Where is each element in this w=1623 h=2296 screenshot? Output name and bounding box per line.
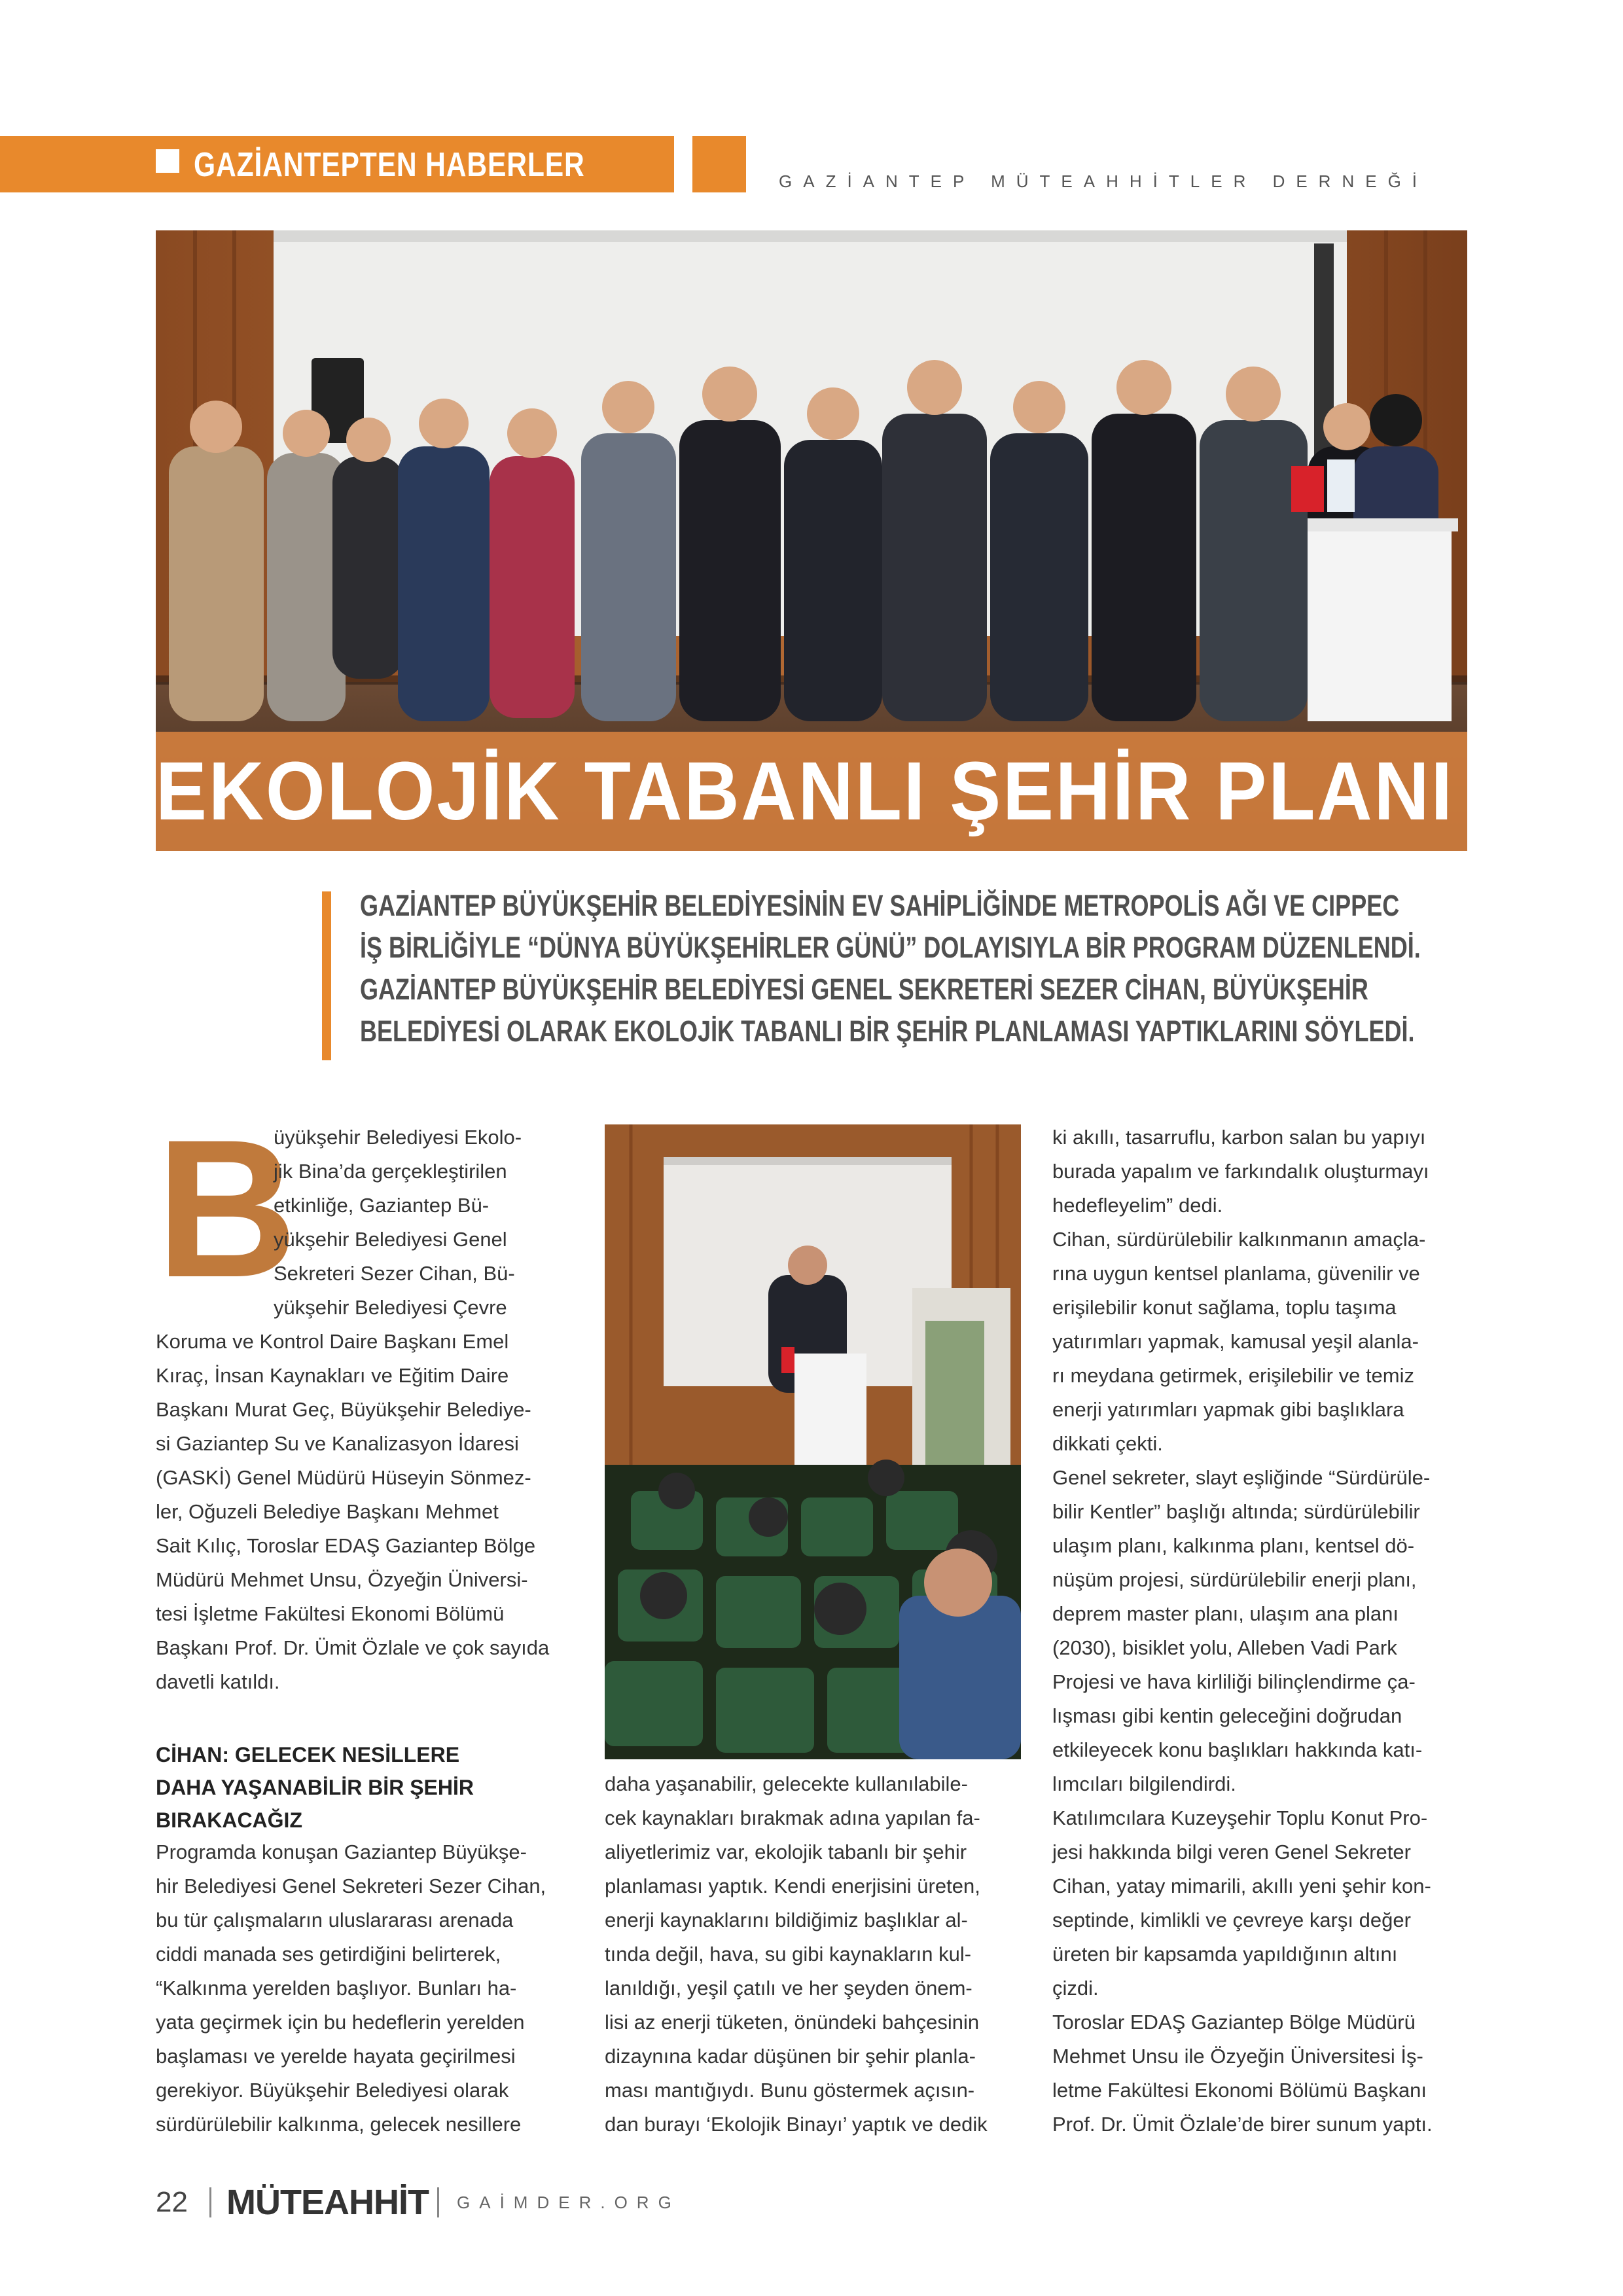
text-line: etkinliğe, Gaziantep Bü- xyxy=(274,1194,490,1217)
text-line: Prof. Dr. Ümit Özlale’de birer sunum yaptı. xyxy=(1052,2113,1433,2136)
lead-accent-bar xyxy=(322,891,331,1060)
text-line: Sait Kılıç, Toroslar EDAŞ Gaziantep Bölge xyxy=(156,1534,536,1557)
text-line: bu tür çalışmaların uluslararası arenada xyxy=(156,1909,514,1931)
text-line: yükşehir Belediyesi Çevre xyxy=(274,1296,507,1319)
text-line: lisi az enerji tüketen, önündeki bahçesinin xyxy=(605,2011,980,2034)
text-line: Cihan, sürdürülebilir kalkınmanın amaçla- xyxy=(1052,1228,1426,1251)
drop-cap: B xyxy=(156,1098,298,1318)
text-line: ması mantığıydı. Bunu göstermek açısın- xyxy=(605,2079,975,2102)
text-line: yatırımları yapmak, kamusal yeşil alanla- xyxy=(1052,1330,1419,1353)
text-line: deprem master planı, ulaşım ana planı xyxy=(1052,1602,1399,1625)
text-line: tesi İşletme Fakültesi Ekonomi Bölümü xyxy=(156,1602,505,1625)
text-line: Başkanı Prof. Dr. Ümit Özlale ve çok sayıda xyxy=(156,1636,550,1659)
text-line: jesi hakkında bilgi veren Genel Sekreter xyxy=(1052,1840,1411,1863)
subheading-line: CİHAN: GELECEK NESİLLERE xyxy=(156,1743,460,1767)
text-line: si Gaziantep Su ve Kanalizasyon İdaresi xyxy=(156,1432,519,1455)
text-line: dikkati çekti. xyxy=(1052,1432,1163,1455)
text-line: jik Bina’da gerçekleştirilen xyxy=(274,1160,507,1183)
text-line: Cihan, yatay mimarili, akıllı yeni şehir kon- xyxy=(1052,1874,1431,1897)
text-line: üreten bir kapsamda yapıldığının altını xyxy=(1052,1943,1398,1965)
text-line: ciddi manada ses getirdiğini belirterek, xyxy=(156,1943,501,1965)
text-line: davetli katıldı. xyxy=(156,1670,280,1693)
text-line: Kıraç, İnsan Kaynakları ve Eğitim Daire xyxy=(156,1364,509,1387)
text-line: dizaynına kadar düşünen bir şehir planla- xyxy=(605,2045,976,2068)
lead-line: BELEDİYESİ OLARAK EKOLOJİK TABANLI BİR ŞEHİR PLANLAMASI YAPTIKLARINI SÖYLEDİ. xyxy=(360,1014,1415,1048)
column-1-body-2 xyxy=(156,1835,571,2142)
speaker-photo xyxy=(605,1124,1021,1759)
footer-divider xyxy=(437,2187,439,2217)
text-line: (2030), bisiklet yolu, Alleben Vadi Park xyxy=(1052,1636,1397,1659)
text-line: yata geçirmek için bu hedeflerin yerelden xyxy=(156,2011,525,2034)
text-line: lışması gibi kentin geleceğini doğrudan xyxy=(1052,1704,1402,1727)
subheading xyxy=(156,1738,474,1837)
column-1-body xyxy=(156,1325,571,1699)
text-line: etkileyecek konu başlıkları hakkında katı- xyxy=(1052,1738,1423,1761)
text-line: Toroslar EDAŞ Gaziantep Bölge Müdürü xyxy=(1052,2011,1416,2034)
text-line: sürdürülebilir kalkınma, gelecek nesillere xyxy=(156,2113,522,2136)
page-number: 22 xyxy=(156,2186,188,2218)
text-line: planlaması yaptık. Kendi enerjisini üreten, xyxy=(605,1874,980,1897)
text-line: Koruma ve Kontrol Daire Başkanı Emel xyxy=(156,1330,509,1353)
text-line: hedefleyelim” dedi. xyxy=(1052,1194,1223,1217)
text-line: üyükşehir Belediyesi Ekolo- xyxy=(274,1126,522,1149)
text-line: (GASKİ) Genel Müdürü Hüseyin Sönmez- xyxy=(156,1466,531,1489)
text-line: tında değil, hava, su gibi kaynakların kul- xyxy=(605,1943,972,1965)
lead-line: GAZİANTEP BÜYÜKŞEHİR BELEDİYESİNİN EV SAHİPLİĞİNDE METROPOLİS AĞI VE CIPPEC xyxy=(360,889,1400,922)
text-line: ler, Oğuzeli Belediye Başkanı Mehmet xyxy=(156,1500,499,1523)
text-line: daha yaşanabilir, gelecekte kullanılabile- xyxy=(605,1772,968,1795)
text-line: çizdi. xyxy=(1052,1977,1099,2000)
text-line: Projesi ve hava kirliliği bilinçlendirme ça- xyxy=(1052,1670,1416,1693)
text-line: Müdürü Mehmet Unsu, Özyeğin Üniversi- xyxy=(156,1568,528,1591)
text-line: “Kalkınma yerelden başlıyor. Bunları ha- xyxy=(156,1977,517,2000)
text-line: aliyetlerimiz var, ekolojik tabanlı bir şehir xyxy=(605,1840,967,1863)
text-line: başlaması ve yerelde hayata geçirilmesi xyxy=(156,2045,516,2068)
magazine-logo: MÜTEAHHİT xyxy=(226,2183,429,2222)
lead-line: GAZİANTEP BÜYÜKŞEHİR BELEDİYESİ GENEL SEKRETERİ SEZER CİHAN, BÜYÜKŞEHİR xyxy=(360,973,1368,1006)
column-1-intro xyxy=(274,1121,571,1325)
text-line: septinde, kimlikli ve çevreye karşı değer xyxy=(1052,1909,1411,1931)
text-line: burada yapalım ve farkındalık oluşturmayı xyxy=(1052,1160,1429,1183)
text-line: ulaşım planı, kalkınma planı, kentsel dö- xyxy=(1052,1534,1415,1557)
text-line: letme Fakültesi Ekonomi Bölümü Başkanı xyxy=(1052,2079,1427,2102)
association-name: GAZİANTEP MÜTEAHHİTLER DERNEĞİ xyxy=(779,171,1429,191)
text-line: Programda konuşan Gaziantep Büyükşe- xyxy=(156,1840,527,1863)
text-line: ki akıllı, tasarruflu, karbon salan bu yapıyı xyxy=(1052,1126,1426,1149)
banner-tab xyxy=(692,136,746,192)
text-line: hir Belediyesi Genel Sekreteri Sezer Cihan, xyxy=(156,1874,546,1897)
square-bullet-icon xyxy=(156,149,179,173)
text-line: Katılımcılara Kuzeyşehir Toplu Konut Pro- xyxy=(1052,1806,1428,1829)
text-line: lımcıları bilgilendirdi. xyxy=(1052,1772,1236,1795)
subheading-line: BIRAKACAĞIZ xyxy=(156,1808,302,1832)
subheading-line: DAHA YAŞANABİLİR BİR ŞEHİR xyxy=(156,1776,474,1799)
text-line: Başkanı Murat Geç, Büyükşehir Belediye- xyxy=(156,1398,531,1421)
footer-divider xyxy=(209,2187,211,2217)
lead-line: İŞ BİRLİĞİYLE “DÜNYA BÜYÜKŞEHİRLER GÜNÜ” DOLAYISIYLA BİR PROGRAM DÜZENLENDİ. xyxy=(360,931,1421,964)
text-line: enerji yatırımları yapmak gibi başlıklara xyxy=(1052,1398,1404,1421)
text-line: nüşüm projesi, sürdürülebilir enerji planı, xyxy=(1052,1568,1417,1591)
text-line: erişilebilir konut sağlama, toplu taşıma xyxy=(1052,1296,1397,1319)
text-line: dan burayı ‘Ekolojik Binayı’ yaptık ve dedik xyxy=(605,2113,988,2136)
text-line: Sekreteri Sezer Cihan, Bü- xyxy=(274,1262,515,1285)
article-headline: EKOLOJİK TABANLI ŞEHİR PLANI xyxy=(156,745,1454,837)
text-line: enerji kaynaklarını bildiğimiz başlıklar al- xyxy=(605,1909,968,1931)
text-line: gerekiyor. Büyükşehir Belediyesi olarak xyxy=(156,2079,509,2102)
text-line: yükşehir Belediyesi Genel xyxy=(274,1228,507,1251)
text-line: cek kaynakları bırakmak adına yapılan fa- xyxy=(605,1806,980,1829)
column-2-body xyxy=(605,1767,1021,2142)
column-3-body xyxy=(1052,1121,1467,2142)
text-line: rı meydana getirmek, erişilebilir ve temiz xyxy=(1052,1364,1415,1387)
text-line: Genel sekreter, slayt eşliğinde “Sürdürüle- xyxy=(1052,1466,1431,1489)
website-link[interactable]: GAİMDER.ORG xyxy=(457,2193,681,2212)
text-line: Mehmet Unsu ile Özyeğin Üniversitesi İş- xyxy=(1052,2045,1423,2068)
text-line: bilir Kentler” başlığı altında; sürdürülebilir xyxy=(1052,1500,1420,1523)
section-title: GAZİANTEPTEN HABERLER xyxy=(194,146,585,184)
text-line: rına uygun kentsel planlama, güvenilir ve xyxy=(1052,1262,1420,1285)
text-line: lanıldığı, yeşil çatılı ve her şeyden önem- xyxy=(605,1977,972,2000)
